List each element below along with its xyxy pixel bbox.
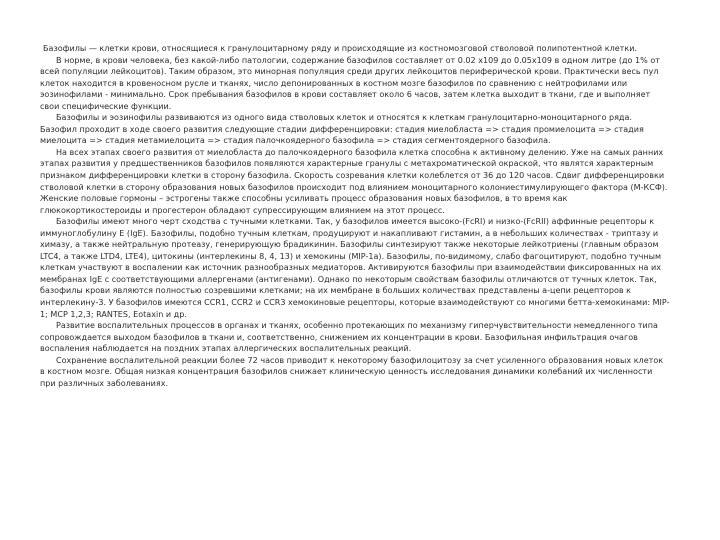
document-body [40, 43, 670, 389]
paragraph-basophilocytosis: Сохранение воспалительной реакции более 72 часов приводит к некоторому базофилоцитозу за счет усиленного образования новых клеток в костном мозге. Общая низкая концентрация базофилов снижает клиническую ценность исследования динамики колебаний их численности при различных заболеваниях. [40, 355, 664, 388]
paragraph-normal-values: В норме, в крови человека, без какой-либо патологии, содержание базофилов составляет от 0.02 х109 до 0.05х109 в одном литре (до 1% от всей популяции лейкоцитов). Таким образом, это минорная популяция среди других лейкоцитов периферической крови. Практически весь пул клеток находится в кровеносном русле и тканях, число депонированных в костном мозге базофилов по сравнению с нейтрофилами или эозинофилами - минимально. Срок пребывания базофилов в крови составляет около 6 часов, затем клетка выходит в ткани, где и выполняет свои специфические функции. [40, 55, 660, 111]
paragraph-definition: Базофилы — клетки крови, относящиеся к гранулоцитарному ряду и происходящие из костномозговой стволовой полипотентной клетки. [43, 44, 637, 53]
paragraph-development-stages: Базофилы и эозинофилы развиваются из одного вида стволовых клеток и относятся к клеткам гранулоцитарно-моноцитарного ряда. Базофил проходит в ходе своего развития следующие стадии дифференцировки: стадия миелобласта => стадия промиелоцита => стадия миелоцита => стадия метамиелоцита => стадия палочкоядерного базофила => стадия сегментоядерного базофила. [40, 113, 644, 146]
paragraph-inflammation: Развитие воспалительных процессов в органах и тканях, особенно протекающих по механизму гиперчувствительности немедленного типа сопровождается выходом базофилов в ткани и, соответственно, снижением их концентрации в крови. Базофильная инфильтрация очагов воспаления наблюдается на поздних этапах аллергических воспалительных реакций. [40, 321, 658, 354]
paragraph-mast-cell-similarity: Базофилы имеют много черт сходства с тучными клетками. Так, у базофилов имеется высоко-(FcRI) и низко-(FcRII) аффинные рецепторы к иммуноглобулину Е (IgE). Базофилы, подобно тучным клеткам, продуцируют и накапливают гистамин, а в небольших количествах - триптазу и химазу, а также нейтральную протеазу, генерирующую брадикинин. Базофилы синтезируют также некоторые лейкотриены (главным образом LTC4, а также LTD4, LTE4), цитокины (интерлекины 8, 4, 13) и хемокины (MIP-1a). Базофилы, по-видимому, слабо фагоцитируют, подобно тучным клеткам участвуют в воспалении как источник разнообразных медиаторов. Активируются базофилы при взаимодействии фиксированных на их мембранах IgE с соответствующими аллергенами (антигенами). Однако по некоторым свойствам базофилы отличаются от тучных клеток. Так, базофилы крови являются полностью созревшими клетками; на их мембране в больших количествах представлены a-цепи рецепторов к интерлекину-3. У базофилов имеются CCR1, CCR2 и CCR3 хемокиновые рецепторы, которые взаимодействуют со многими бетта-хемокинами: MIP-1; MCP 1,2,3; RANTES, Eotaxin и др. [40, 217, 670, 319]
paragraph-maturation: На всех этапах своего развития от миелобласта до палочкоядерного базофила клетка способна к активному делению. Уже на самых ранних этапах развития у предшественников базофилов появляются характерные гранулы с метахроматической окраской, что являтся характерным признаком дифференцировки клетки в сторону базофила. Скорость созревания клетки колеблется от 36 до 120 часов. Сдвиг дифференцировки стволовой клетки в сторону образования новых базофилов происходит под влиянием моноцитарного колониестимулирующего фактора (М-КСФ). Женские половые гормоны – эстрогены также способны усиливать процесс образования новых базофилов, в то время как глюкокортикостероиды и прогестерон обладают супрессирующим влиянием на этот процесс. [40, 147, 668, 215]
